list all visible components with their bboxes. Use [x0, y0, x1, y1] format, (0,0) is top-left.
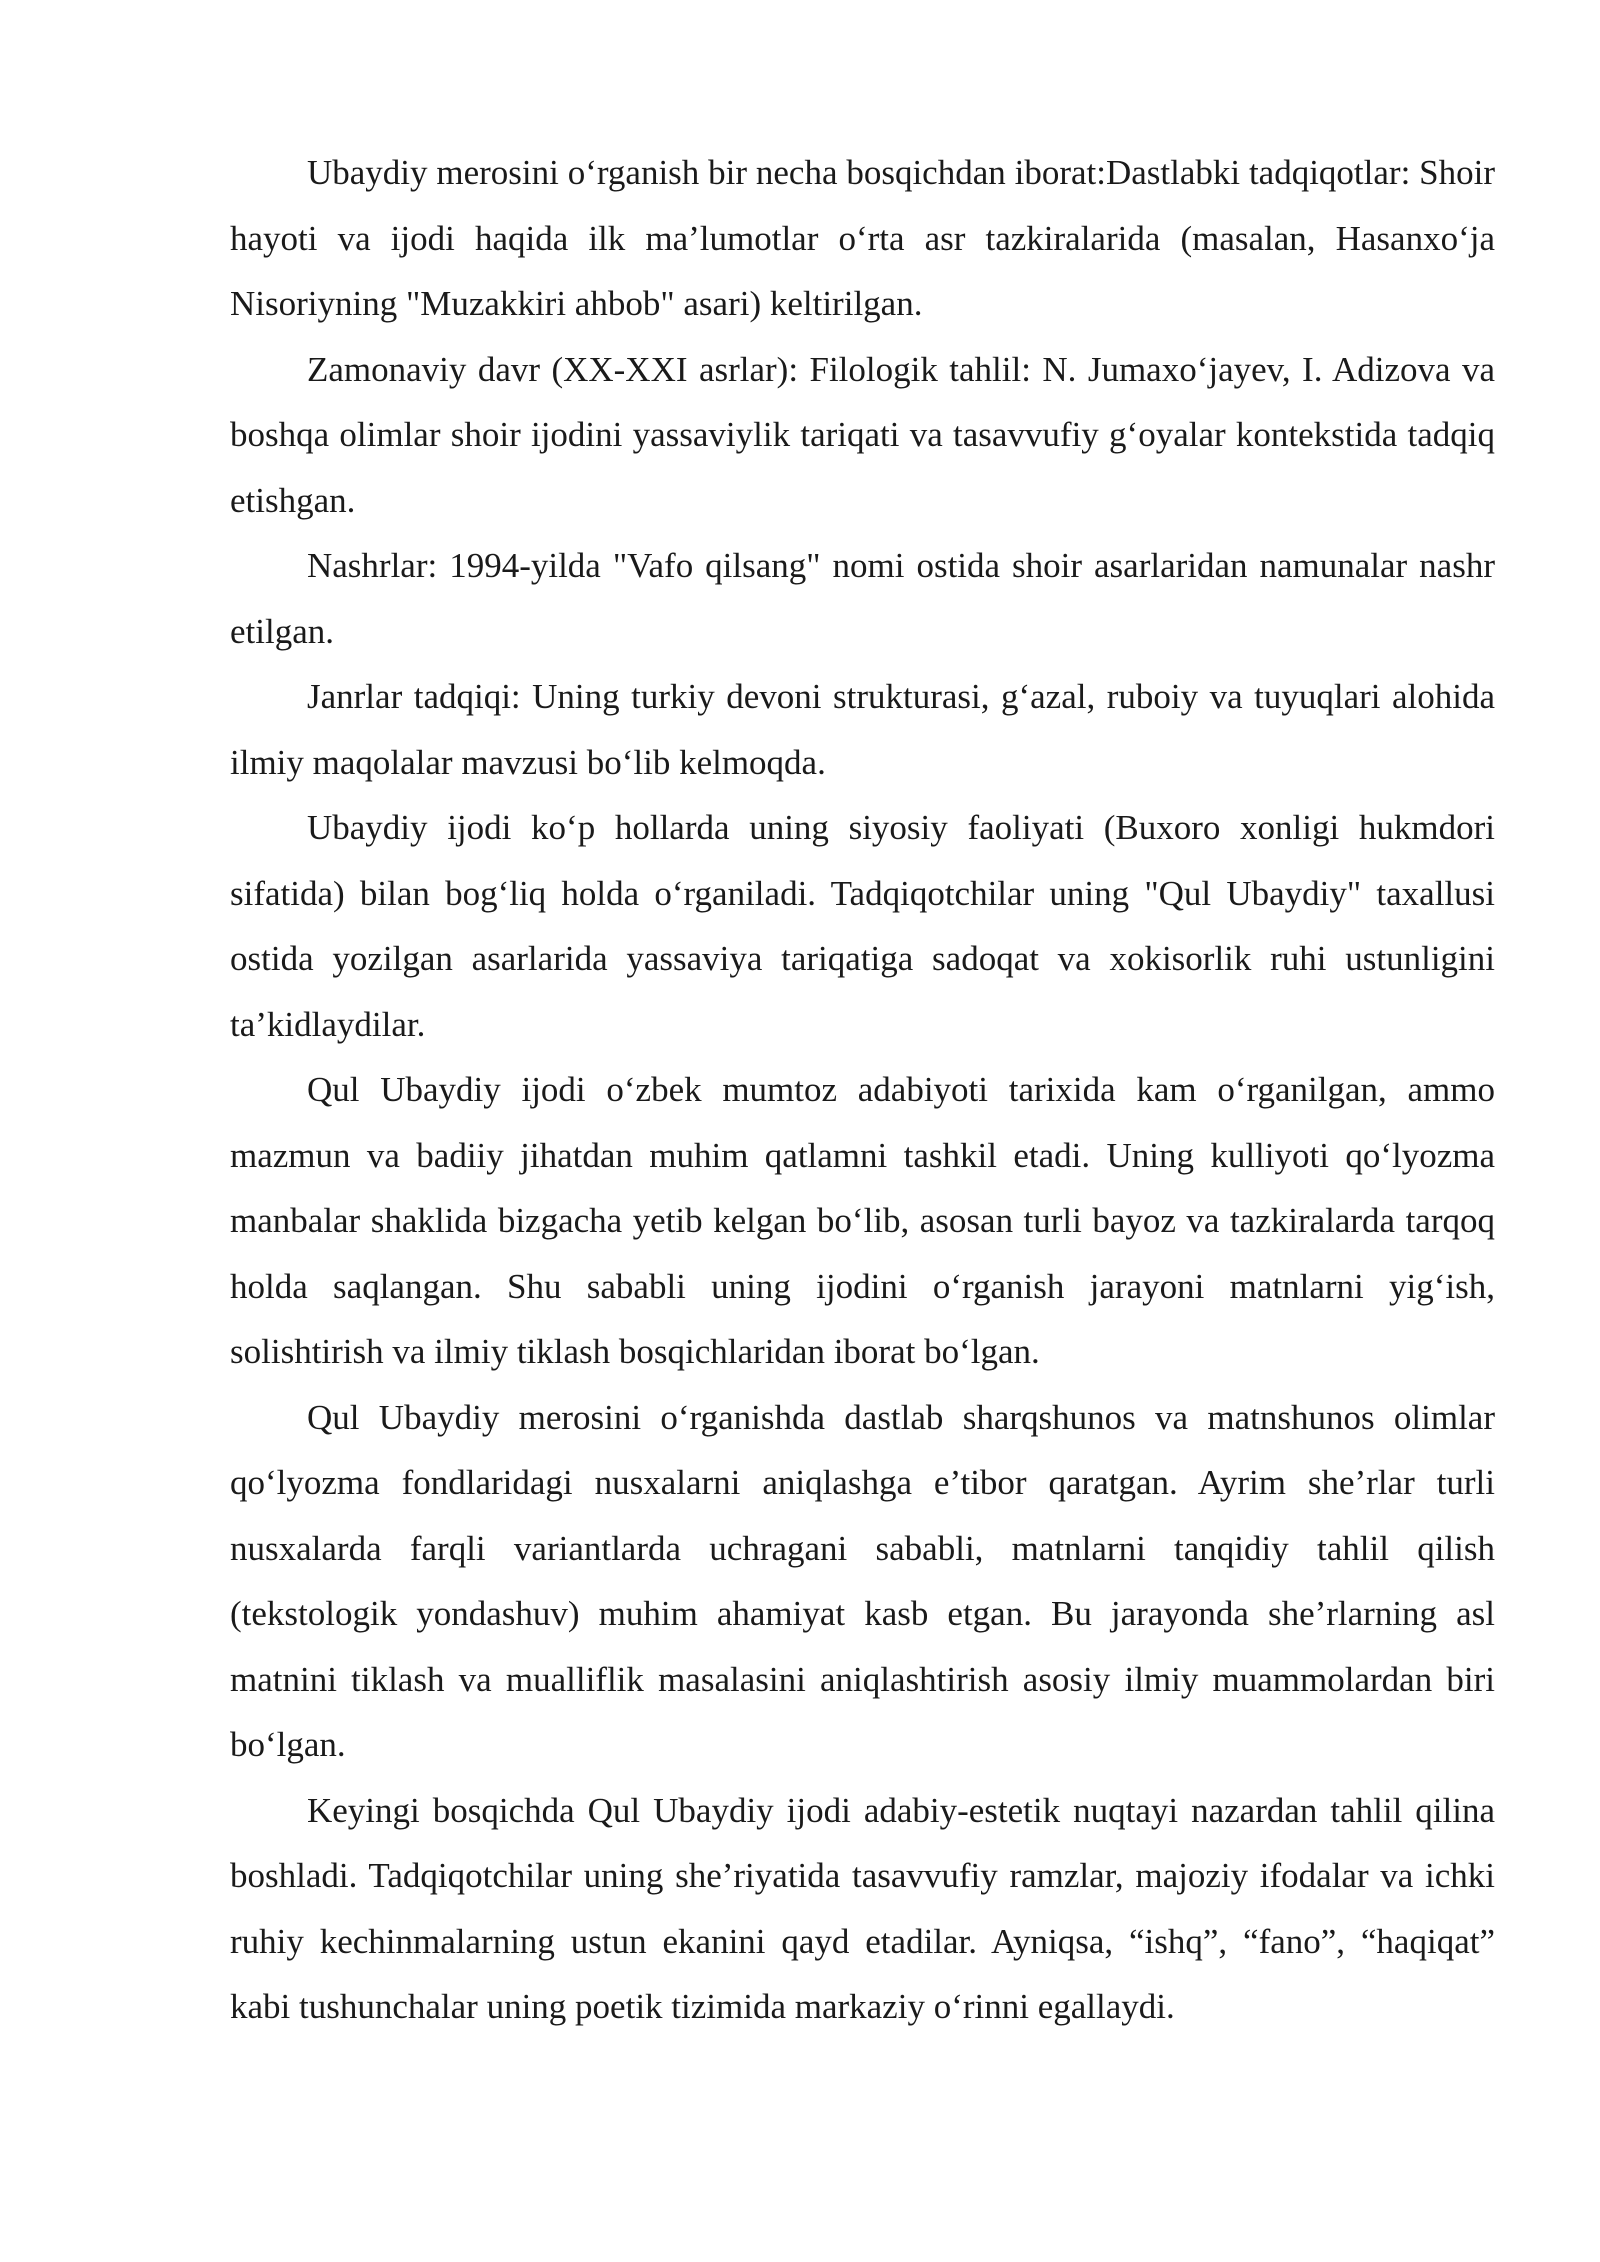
- paragraph-7: Qul Ubaydiy merosini o‘rganishda dastlab sharqshunos va matnshunos olimlar qo‘lyozma fondlaridagi nusxalarni aniqlashga e’tibor qaratgan. Ayrim she’rlar turli nusxalarda farqli variantlarda uchragani sababli, matnlarni tanqidiy tahlil qilish (tekstologik yondashuv) muhim ahamiyat kasb etgan. Bu jarayonda she’rlarning asl matnini tiklash va mualliflik masalasini aniqlashtirish asosiy ilmiy muammolardan biri bo‘lgan.: [230, 1397, 1495, 1764]
- paragraph-8: Keyingi bosqichda Qul Ubaydiy ijodi adabiy-estetik nuqtayi nazardan tahlil qilina boshladi. Tadqiqotchilar uning she’riyatida tasavvufiy ramzlar, majoziy ifodalar va ichki ruhiy kechinmalarning ustun ekanini qayd etadilar. Ayniqsa, “ishq”, “fano”, “haqiqat” kabi tushunchalar uning poetik tizimida markaziy o‘rinni egallaydi.: [230, 1790, 1495, 2026]
- paragraph-5: Ubaydiy ijodi ko‘p hollarda uning siyosiy faoliyati (Buxoro xonligi hukmdori sifatida) bilan bog‘liq holda o‘rganiladi. Tadqiqotchilar uning "Qul Ubaydiy" taxallusi ostida yozilgan asarlarida yassaviya tariqatiga sadoqat va xokisorlik ruhi ustunligini ta’kidlaydilar.: [230, 808, 1495, 1044]
- paragraph-2: Zamonaviy davr (XX-XXI asrlar): Filologik tahlil: N. Jumaxo‘jayev, I. Adizova va boshqa olimlar shoir ijodini yassaviylik tariqati va tasavvufiy g‘oyalar kontekstida tadqiq etishgan.: [230, 349, 1495, 520]
- paragraph-4: Janrlar tadqiqi: Uning turkiy devoni strukturasi, g‘azal, ruboiy va tuyuqlari alohida ilmiy maqolalar mavzusi bo‘lib kelmoqda.: [230, 677, 1495, 782]
- document-page: [230, 140, 1495, 2040]
- paragraph-3: Nashrlar: 1994-yilda "Vafo qilsang" nomi ostida shoir asarlaridan namunalar nashr etilgan.: [230, 546, 1495, 651]
- paragraph-1: Ubaydiy merosini o‘rganish bir necha bosqichdan iborat:Dastlabki tadqiqotlar: Shoir hayoti va ijodi haqida ilk ma’lumotlar o‘rta asr tazkiralarida (masalan, Hasanxo‘ja Nisoriyning "Muzakkiri ahbob" asari) keltirilgan.: [230, 153, 1495, 323]
- paragraph-6: Qul Ubaydiy ijodi o‘zbek mumtoz adabiyoti tarixida kam o‘rganilgan, ammo mazmun va badiiy jihatdan muhim qatlamni tashkil etadi. Uning kulliyoti qo‘lyozma manbalar shaklida bizgacha yetib kelgan bo‘lib, asosan turli bayoz va tazkiralarda tarqoq holda saqlangan. Shu sababli uning ijodini o‘rganish jarayoni matnlarni yig‘ish, solishtirish va ilmiy tiklash bosqichlaridan iborat bo‘lgan.: [230, 1070, 1495, 1371]
